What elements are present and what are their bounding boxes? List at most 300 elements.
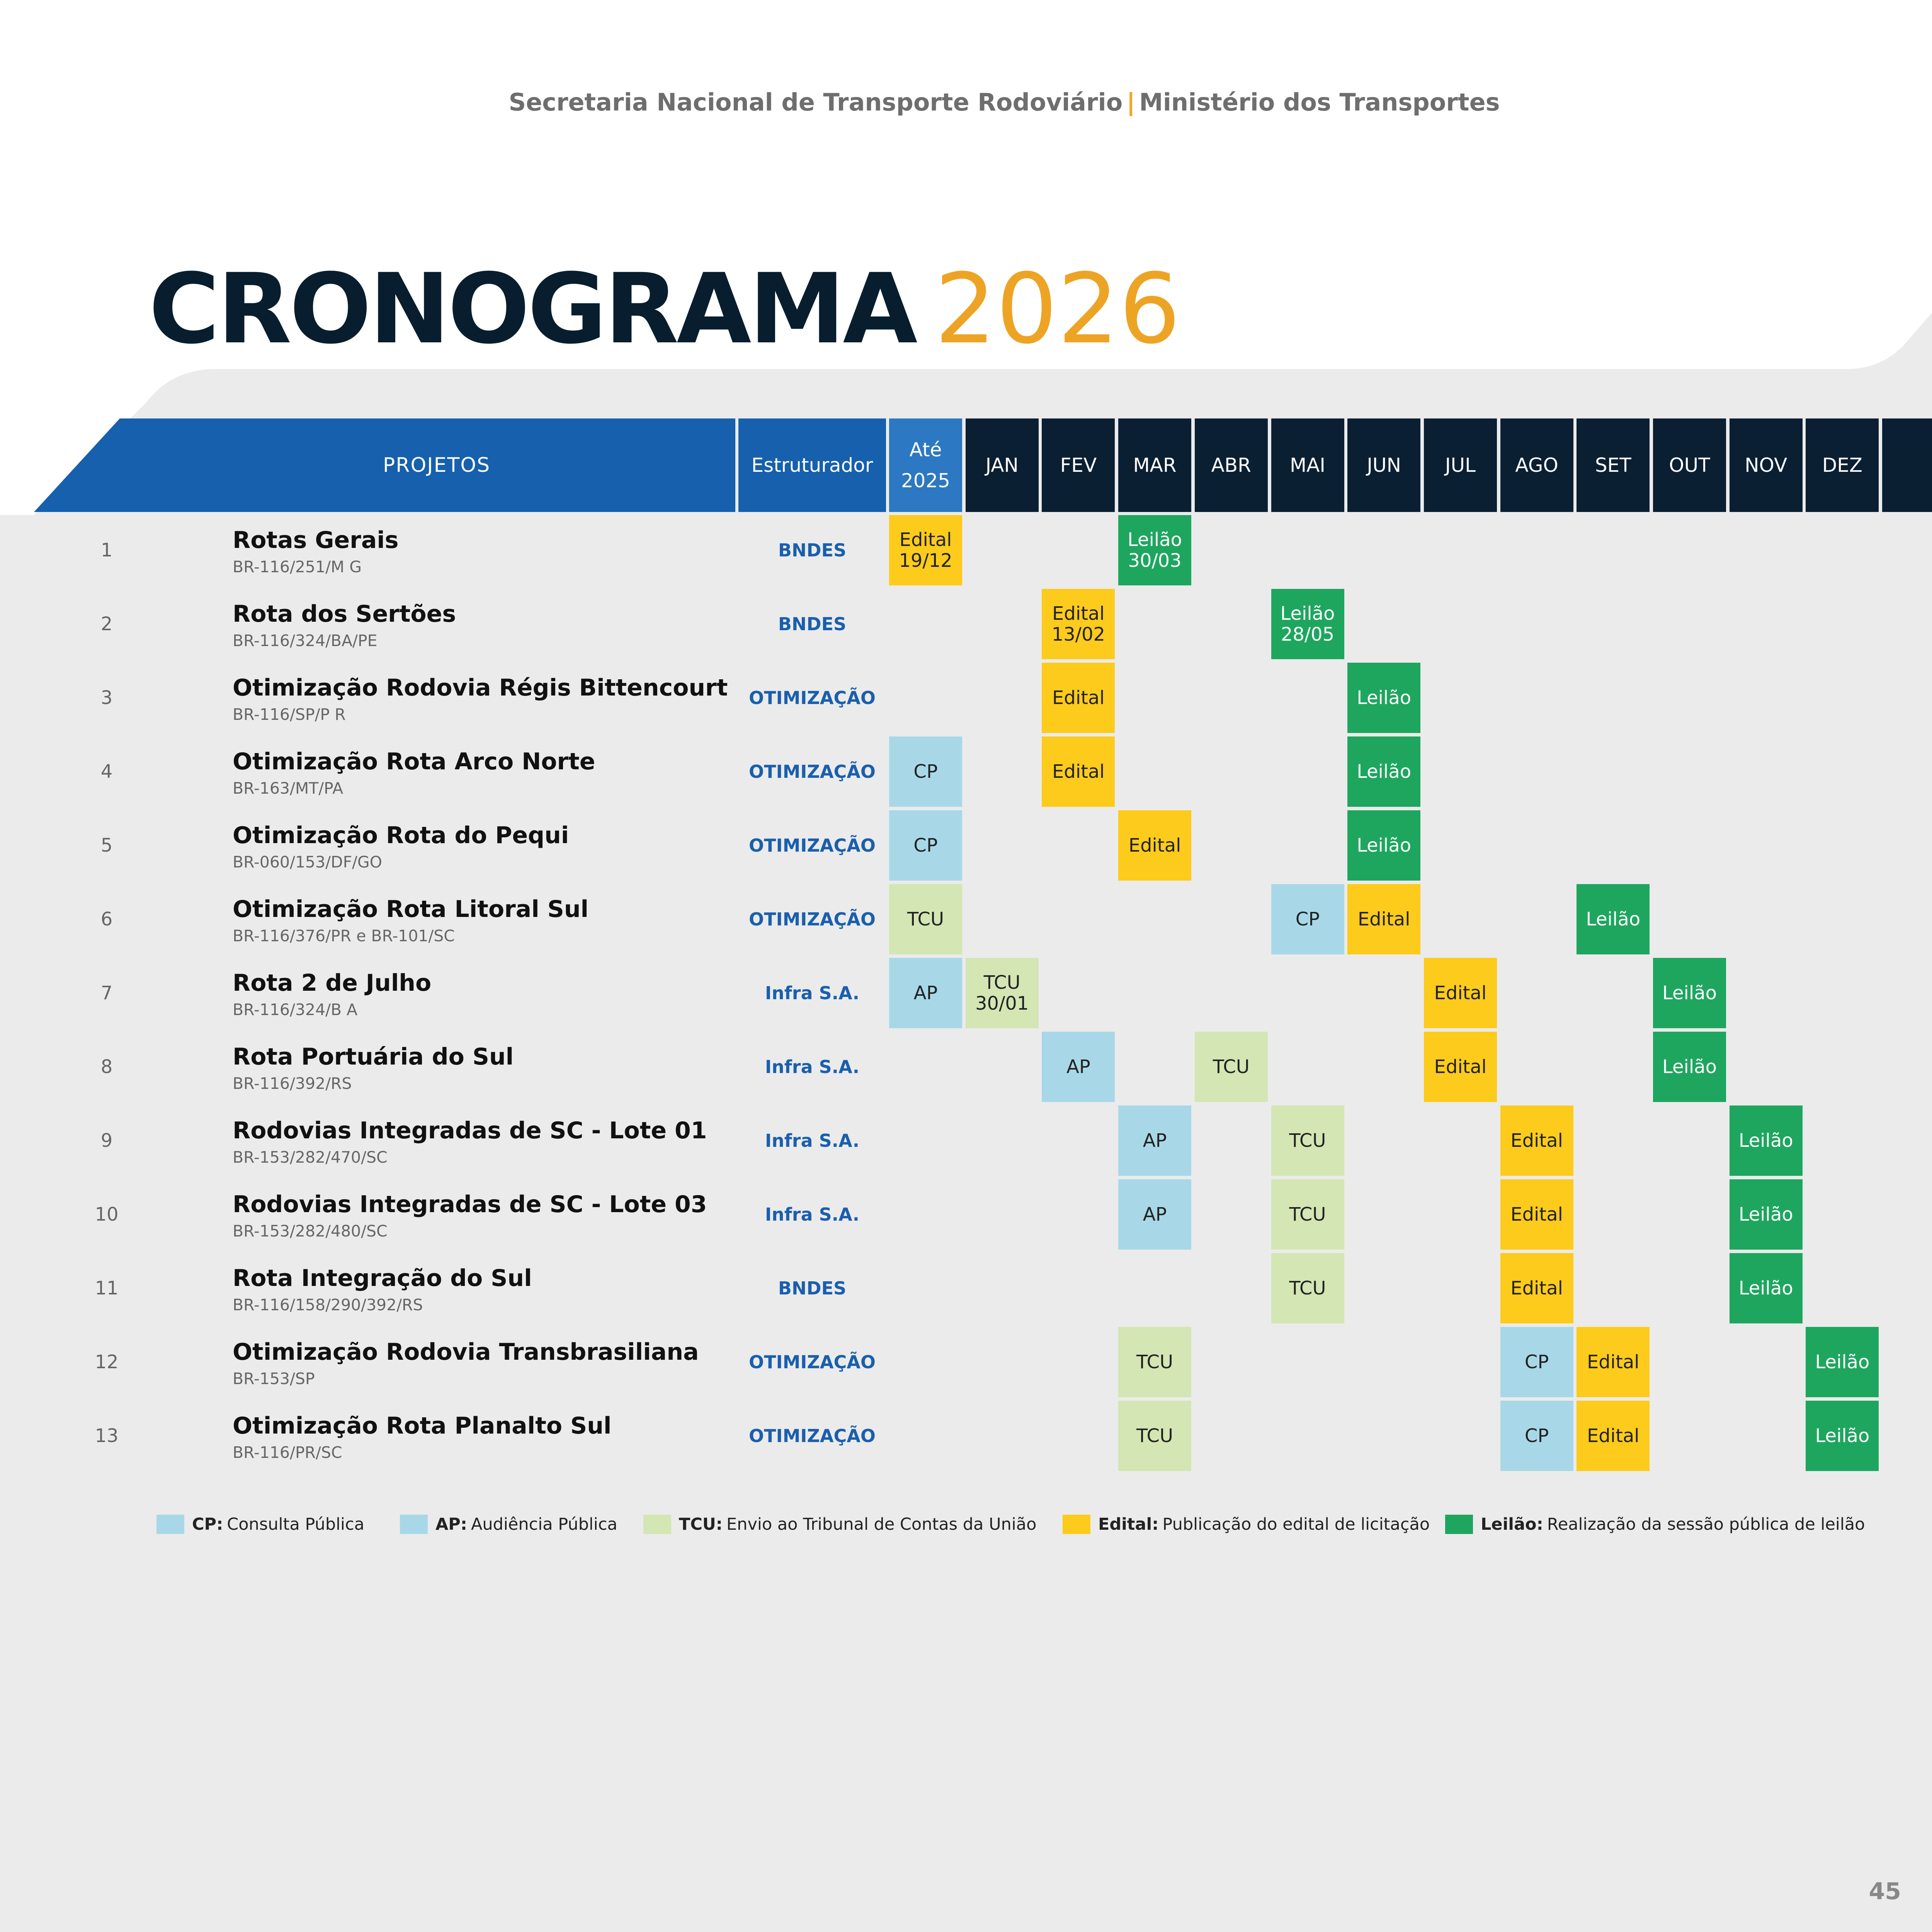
schedule-cell xyxy=(1347,958,1420,1028)
table-row xyxy=(0,1105,1932,1176)
schedule-cell xyxy=(1730,1327,1803,1397)
event-label: 28/05 xyxy=(1281,624,1335,645)
schedule-cell xyxy=(1882,663,1932,733)
event-label: Leilão xyxy=(1662,1056,1717,1078)
event-label: Leilão xyxy=(1357,835,1412,856)
legend-description: Envio ao Tribunal de Contas da União xyxy=(726,1515,1037,1534)
legend-item-edital xyxy=(1063,1513,1430,1536)
project-highway-code: BR-116/158/290/392/RS xyxy=(233,1296,423,1314)
schedule-cell xyxy=(1424,736,1497,807)
event-label: Leilão xyxy=(1662,982,1717,1004)
schedule-cell xyxy=(1195,515,1268,585)
legend-description: Realização da sessão pública de leilão xyxy=(1547,1515,1865,1534)
schedule-cell xyxy=(889,663,962,733)
project-highway-code: BR-116/324/B A xyxy=(233,1000,358,1019)
schedule-cell xyxy=(1806,1253,1879,1323)
event-tcu-badge xyxy=(1271,1105,1344,1176)
project-cell xyxy=(216,1401,735,1471)
month-header-nov: NOV xyxy=(1730,418,1803,512)
schedule-cell xyxy=(1806,1032,1879,1102)
event-label: AP xyxy=(913,982,938,1004)
schedule-cell xyxy=(1500,810,1573,881)
schedule-cell xyxy=(1806,884,1879,954)
event-label: Leilão xyxy=(1280,603,1335,624)
schedule-cell xyxy=(1424,663,1497,733)
schedule-cell xyxy=(1730,1401,1803,1471)
schedule-cell xyxy=(1577,589,1650,659)
legend-swatch xyxy=(1063,1515,1090,1534)
schedule-cell xyxy=(1118,958,1191,1028)
legend-item-cp xyxy=(156,1513,364,1536)
schedule-cell xyxy=(1347,1032,1420,1102)
schedule-cell xyxy=(1424,1401,1497,1471)
event-tcu-badge xyxy=(1118,1401,1191,1471)
event-leilao-badge xyxy=(1347,810,1420,881)
month-header-jun: JUN xyxy=(1347,418,1420,512)
schedule-cell xyxy=(1118,884,1191,954)
schedule-cell xyxy=(966,810,1039,881)
schedule-cell xyxy=(1882,736,1932,807)
event-leilao-badge xyxy=(1730,1105,1803,1176)
page-number: 45 xyxy=(1869,1878,1901,1905)
project-cell xyxy=(216,810,735,881)
schedule-cell xyxy=(966,1327,1039,1397)
event-cp-badge xyxy=(889,810,962,881)
schedule-cell xyxy=(1195,810,1268,881)
table-row xyxy=(0,1401,1932,1471)
schedule-cell xyxy=(1806,736,1879,807)
schedule-cell xyxy=(889,1401,962,1471)
schedule-cell xyxy=(1806,958,1879,1028)
schedule-cell xyxy=(1195,1401,1268,1471)
row-number: 9 xyxy=(0,1105,213,1176)
project-cell xyxy=(216,1105,735,1176)
event-leilao-badge xyxy=(1730,1253,1803,1323)
event-leilao-badge xyxy=(1347,736,1420,807)
project-name: Rodovias Integradas de SC - Lote 01 xyxy=(233,1117,707,1144)
schedule-cell xyxy=(1347,1327,1420,1397)
schedule-cell xyxy=(1195,884,1268,954)
project-highway-code: BR-116/251/M G xyxy=(233,558,362,576)
month-header-out: OUT xyxy=(1653,418,1726,512)
ate-2025-header xyxy=(889,418,962,512)
schedule-cell xyxy=(1195,663,1268,733)
schedule-cell xyxy=(1195,1179,1268,1250)
table-row xyxy=(0,1253,1932,1323)
schedule-cell xyxy=(1042,810,1115,881)
schedule-cell xyxy=(1424,589,1497,659)
schedule-cell xyxy=(1577,1105,1650,1176)
event-label: Edital xyxy=(1587,1351,1639,1373)
schedule-cell xyxy=(1653,1179,1726,1250)
schedule-cell xyxy=(1577,736,1650,807)
event-label: Leilão xyxy=(1815,1425,1870,1447)
event-label: TCU xyxy=(1289,1130,1326,1151)
schedule-cell xyxy=(889,1032,962,1102)
event-label: TCU xyxy=(1289,1277,1326,1299)
event-tcu-badge xyxy=(889,884,962,954)
event-label: Leilão xyxy=(1815,1351,1870,1373)
schedule-cell xyxy=(1195,1253,1268,1323)
event-edital-badge xyxy=(1577,1401,1650,1471)
month-header-ago: AGO xyxy=(1500,418,1573,512)
table-row xyxy=(0,736,1932,807)
event-label: CP xyxy=(1295,908,1320,930)
event-label: Edital xyxy=(1052,761,1105,782)
schedule-cell xyxy=(1347,589,1420,659)
schedule-cell xyxy=(1118,589,1191,659)
event-label: Leilão xyxy=(1738,1204,1793,1225)
schedule-cell xyxy=(1271,663,1344,733)
estruturador-cell: Infra S.A. xyxy=(738,958,886,1028)
schedule-cell xyxy=(1195,589,1268,659)
schedule-cell xyxy=(1271,1327,1344,1397)
project-name: Rota Portuária do Sul xyxy=(233,1043,514,1070)
legend-swatch xyxy=(156,1515,184,1534)
legend-key: AP: xyxy=(435,1515,467,1534)
project-name: Otimização Rota Litoral Sul xyxy=(233,896,589,923)
event-leilao-badge xyxy=(1653,1032,1726,1102)
project-cell xyxy=(216,1253,735,1323)
event-ap-badge xyxy=(1118,1179,1191,1250)
estruturador-cell: Infra S.A. xyxy=(738,1179,886,1250)
schedule-cell xyxy=(1730,884,1803,954)
schedule-cell xyxy=(966,1253,1039,1323)
event-label: AP xyxy=(1143,1204,1167,1225)
schedule-cell xyxy=(1653,1253,1726,1323)
schedule-cell xyxy=(1730,663,1803,733)
event-label: CP xyxy=(1524,1351,1549,1373)
event-ap-badge xyxy=(1118,1105,1191,1176)
project-cell xyxy=(216,663,735,733)
event-leilao-badge xyxy=(1577,884,1650,954)
event-label: Edital xyxy=(1510,1130,1563,1151)
schedule-cell xyxy=(1042,958,1115,1028)
schedule-cell xyxy=(1653,1401,1726,1471)
ate-header-line2: 2025 xyxy=(901,469,951,492)
project-name: Rota Integração do Sul xyxy=(233,1265,532,1292)
event-label: Edital xyxy=(1128,835,1181,856)
row-number: 12 xyxy=(0,1327,213,1397)
schedule-cell xyxy=(1042,884,1115,954)
estruturador-cell: Infra S.A. xyxy=(738,1032,886,1102)
schedule-cell xyxy=(1653,884,1726,954)
header-filler xyxy=(1882,418,1932,512)
title-main: CRONOGRAMA xyxy=(149,253,915,365)
event-edital-badge xyxy=(1577,1327,1650,1397)
schedule-cell xyxy=(1882,1179,1932,1250)
schedule-cell xyxy=(1882,1401,1932,1471)
schedule-cell xyxy=(1347,1401,1420,1471)
header-org-right: Ministério dos Transportes xyxy=(1139,88,1500,116)
event-label: Edital xyxy=(1510,1204,1563,1225)
event-label: Edital xyxy=(1434,982,1487,1004)
event-tcu-badge xyxy=(1271,1179,1344,1250)
event-label: AP xyxy=(1143,1130,1167,1151)
event-label: Edital xyxy=(1052,687,1105,709)
month-header-jan: JAN xyxy=(966,418,1039,512)
schedule-cell xyxy=(966,736,1039,807)
event-edital-badge xyxy=(1347,884,1420,954)
project-cell xyxy=(216,515,735,585)
schedule-cell xyxy=(889,1179,962,1250)
schedule-cell xyxy=(1118,736,1191,807)
event-edital-badge xyxy=(1118,810,1191,881)
row-number: 6 xyxy=(0,884,213,954)
legend-swatch xyxy=(400,1515,428,1534)
schedule-cell xyxy=(1424,1253,1497,1323)
event-label: 19/12 xyxy=(899,550,952,571)
event-edital-badge xyxy=(1500,1179,1573,1250)
event-leilao-badge xyxy=(1118,515,1191,585)
schedule-cell xyxy=(966,663,1039,733)
legend-key: Leilão: xyxy=(1481,1515,1543,1534)
row-number: 4 xyxy=(0,736,213,807)
legend xyxy=(0,1513,1932,1536)
project-name: Otimização Rota do Pequi xyxy=(233,822,569,849)
table-row xyxy=(0,589,1932,659)
row-number: 10 xyxy=(0,1179,213,1250)
estruturador-header: Estruturador xyxy=(738,418,886,512)
estruturador-cell: BNDES xyxy=(738,589,886,659)
schedule-cell xyxy=(1882,589,1932,659)
event-tcu-badge xyxy=(1118,1327,1191,1397)
table-row xyxy=(0,515,1932,585)
schedule-cell xyxy=(966,1179,1039,1250)
event-label: 30/01 xyxy=(975,993,1029,1014)
schedule-cell xyxy=(1347,1105,1420,1176)
schedule-cell xyxy=(966,589,1039,659)
schedule-cell xyxy=(1730,958,1803,1028)
project-name: Otimização Rota Planalto Sul xyxy=(233,1412,612,1439)
schedule-cell xyxy=(1271,736,1344,807)
event-edital-badge xyxy=(1042,736,1115,807)
event-edital-badge xyxy=(1424,1032,1497,1102)
schedule-cell xyxy=(1195,736,1268,807)
schedule-cell xyxy=(1730,810,1803,881)
schedule-cell xyxy=(1577,810,1650,881)
schedule-cell xyxy=(1042,1401,1115,1471)
schedule-cell xyxy=(1882,810,1932,881)
project-cell xyxy=(216,958,735,1028)
schedule-cell xyxy=(1806,663,1879,733)
project-cell xyxy=(216,884,735,954)
event-label: TCU xyxy=(1213,1056,1250,1078)
event-edital-badge xyxy=(1500,1105,1573,1176)
schedule-cell xyxy=(1577,958,1650,1028)
table-row xyxy=(0,1327,1932,1397)
project-highway-code: BR-116/SP/P R xyxy=(233,705,346,724)
schedule-cell xyxy=(1347,515,1420,585)
row-number: 13 xyxy=(0,1401,213,1471)
project-highway-code: BR-116/392/RS xyxy=(233,1074,352,1093)
schedule-cell xyxy=(1500,958,1573,1028)
legend-description: Consulta Pública xyxy=(227,1515,364,1534)
event-label: Leilão xyxy=(1586,908,1641,930)
schedule-cell xyxy=(1500,515,1573,585)
schedule-cell xyxy=(1424,1179,1497,1250)
row-number: 1 xyxy=(0,515,213,585)
schedule-cell xyxy=(966,1032,1039,1102)
project-name: Rota dos Sertões xyxy=(233,600,456,628)
schedule-cell xyxy=(1118,663,1191,733)
project-cell xyxy=(216,736,735,807)
schedule-cell xyxy=(1042,1327,1115,1397)
event-leilao-badge xyxy=(1271,589,1344,659)
estruturador-cell: OTIMIZAÇÃO xyxy=(738,736,886,807)
header-org-left: Secretaria Nacional de Transporte Rodoviário xyxy=(509,88,1123,116)
schedule-cell xyxy=(1118,1253,1191,1323)
row-number: 3 xyxy=(0,663,213,733)
projects-header-label: PROJETOS xyxy=(383,454,491,477)
row-number: 8 xyxy=(0,1032,213,1102)
estruturador-cell: BNDES xyxy=(738,515,886,585)
project-highway-code: BR-163/MT/PA xyxy=(233,779,344,798)
schedule-cell xyxy=(1424,1327,1497,1397)
page-title xyxy=(149,251,1180,367)
project-name: Rodovias Integradas de SC - Lote 03 xyxy=(233,1191,707,1218)
legend-item-tcu xyxy=(643,1513,1036,1536)
schedule-cell xyxy=(889,1105,962,1176)
schedule-cell xyxy=(1577,1032,1650,1102)
schedule-cell xyxy=(1653,663,1726,733)
ate-header-line1: Até xyxy=(909,439,942,461)
month-header-abr: ABR xyxy=(1195,418,1268,512)
schedule-cell xyxy=(1882,1032,1932,1102)
event-tcu-badge xyxy=(1271,1253,1344,1323)
row-number: 2 xyxy=(0,589,213,659)
event-label: Edital xyxy=(1052,603,1105,624)
event-cp-badge xyxy=(1500,1327,1573,1397)
schedule-cell xyxy=(1806,515,1879,585)
legend-swatch xyxy=(643,1515,671,1534)
schedule-cell xyxy=(1424,1105,1497,1176)
schedule-cell xyxy=(1882,958,1932,1028)
schedule-cell xyxy=(1271,958,1344,1028)
schedule-cell xyxy=(1806,1105,1879,1176)
schedule-cell xyxy=(1653,589,1726,659)
schedule-cell xyxy=(1271,810,1344,881)
project-highway-code: BR-153/282/470/SC xyxy=(233,1148,388,1167)
schedule-cell xyxy=(1730,589,1803,659)
event-cp-badge xyxy=(889,736,962,807)
project-name: Rotas Gerais xyxy=(233,527,399,554)
header-separator: | xyxy=(1126,88,1136,116)
event-label: AP xyxy=(1066,1056,1090,1078)
table-row xyxy=(0,1032,1932,1102)
schedule-cell xyxy=(1500,589,1573,659)
table-row xyxy=(0,663,1932,733)
project-name: Otimização Rota Arco Norte xyxy=(233,748,595,775)
project-name: Otimização Rodovia Transbrasiliana xyxy=(233,1338,699,1366)
schedule-cell xyxy=(889,1327,962,1397)
schedule-cell xyxy=(1882,515,1932,585)
schedule-cell xyxy=(1806,810,1879,881)
estruturador-cell: OTIMIZAÇÃO xyxy=(738,1401,886,1471)
event-leilao-badge xyxy=(1653,958,1726,1028)
event-label: CP xyxy=(913,835,938,856)
schedule-cell xyxy=(1806,589,1879,659)
schedule-cell xyxy=(1271,515,1344,585)
table-row xyxy=(0,1179,1932,1250)
schedule-cell xyxy=(1500,663,1573,733)
event-label: Edital xyxy=(899,529,952,551)
event-tcu-badge xyxy=(1195,1032,1268,1102)
event-label: TCU xyxy=(907,908,944,930)
schedule-cell xyxy=(966,1401,1039,1471)
schedule-cell xyxy=(1882,1327,1932,1397)
schedule-cell xyxy=(966,515,1039,585)
schedule-cell xyxy=(1500,1032,1573,1102)
schedule-cell xyxy=(1195,1327,1268,1397)
event-label: Leilão xyxy=(1738,1277,1793,1299)
month-header-mar: MAR xyxy=(1118,418,1191,512)
legend-key: Edital: xyxy=(1098,1515,1159,1534)
row-number: 11 xyxy=(0,1253,213,1323)
schedule-cell xyxy=(889,589,962,659)
estruturador-cell: OTIMIZAÇÃO xyxy=(738,1327,886,1397)
schedule-cell xyxy=(1653,1327,1726,1397)
schedule-cell xyxy=(1577,663,1650,733)
event-edital-badge xyxy=(1500,1253,1573,1323)
project-highway-code: BR-060/153/DF/GO xyxy=(233,853,382,871)
schedule-cell xyxy=(1653,1105,1726,1176)
title-year: 2026 xyxy=(934,253,1180,365)
schedule-cell xyxy=(1042,515,1115,585)
event-label: TCU xyxy=(983,972,1020,993)
event-edital-badge xyxy=(1042,589,1115,659)
event-label: Leilão xyxy=(1357,687,1412,709)
project-name: Rota 2 de Julho xyxy=(233,969,432,997)
event-label: Leilão xyxy=(1357,761,1412,782)
project-highway-code: BR-116/376/PR e BR-101/SC xyxy=(233,927,455,945)
schedule-cell xyxy=(966,884,1039,954)
legend-description: Publicação do edital de licitação xyxy=(1162,1515,1430,1534)
event-label: CP xyxy=(1524,1425,1549,1447)
schedule-cell xyxy=(1653,810,1726,881)
schedule-cell xyxy=(1195,1105,1268,1176)
event-label: TCU xyxy=(1136,1425,1173,1447)
legend-key: TCU: xyxy=(679,1515,723,1534)
schedule-cell xyxy=(1730,515,1803,585)
project-cell xyxy=(216,1327,735,1397)
event-label: TCU xyxy=(1136,1351,1173,1373)
event-label: Leilão xyxy=(1738,1130,1793,1151)
legend-swatch xyxy=(1445,1515,1473,1534)
schedule-cell xyxy=(1118,1032,1191,1102)
schedule-cell xyxy=(1195,958,1268,1028)
schedule-cell xyxy=(1806,1179,1879,1250)
event-ap-badge xyxy=(889,958,962,1028)
schedule-cell xyxy=(1577,1179,1650,1250)
estruturador-cell: OTIMIZAÇÃO xyxy=(738,884,886,954)
schedule-cell xyxy=(1500,884,1573,954)
project-cell xyxy=(216,589,735,659)
schedule-cell xyxy=(1882,884,1932,954)
event-label: Edital xyxy=(1357,908,1410,930)
schedule-cell xyxy=(1653,515,1726,585)
event-label: Edital xyxy=(1434,1056,1487,1078)
event-edital-badge xyxy=(889,515,962,585)
estruturador-cell: BNDES xyxy=(738,1253,886,1323)
estruturador-cell: Infra S.A. xyxy=(738,1105,886,1176)
schedule-cell xyxy=(1577,515,1650,585)
event-label: TCU xyxy=(1289,1204,1326,1225)
schedule-cell xyxy=(1730,1032,1803,1102)
event-ap-badge xyxy=(1042,1032,1115,1102)
event-leilao-badge xyxy=(1730,1179,1803,1250)
month-header-fev: FEV xyxy=(1042,418,1115,512)
